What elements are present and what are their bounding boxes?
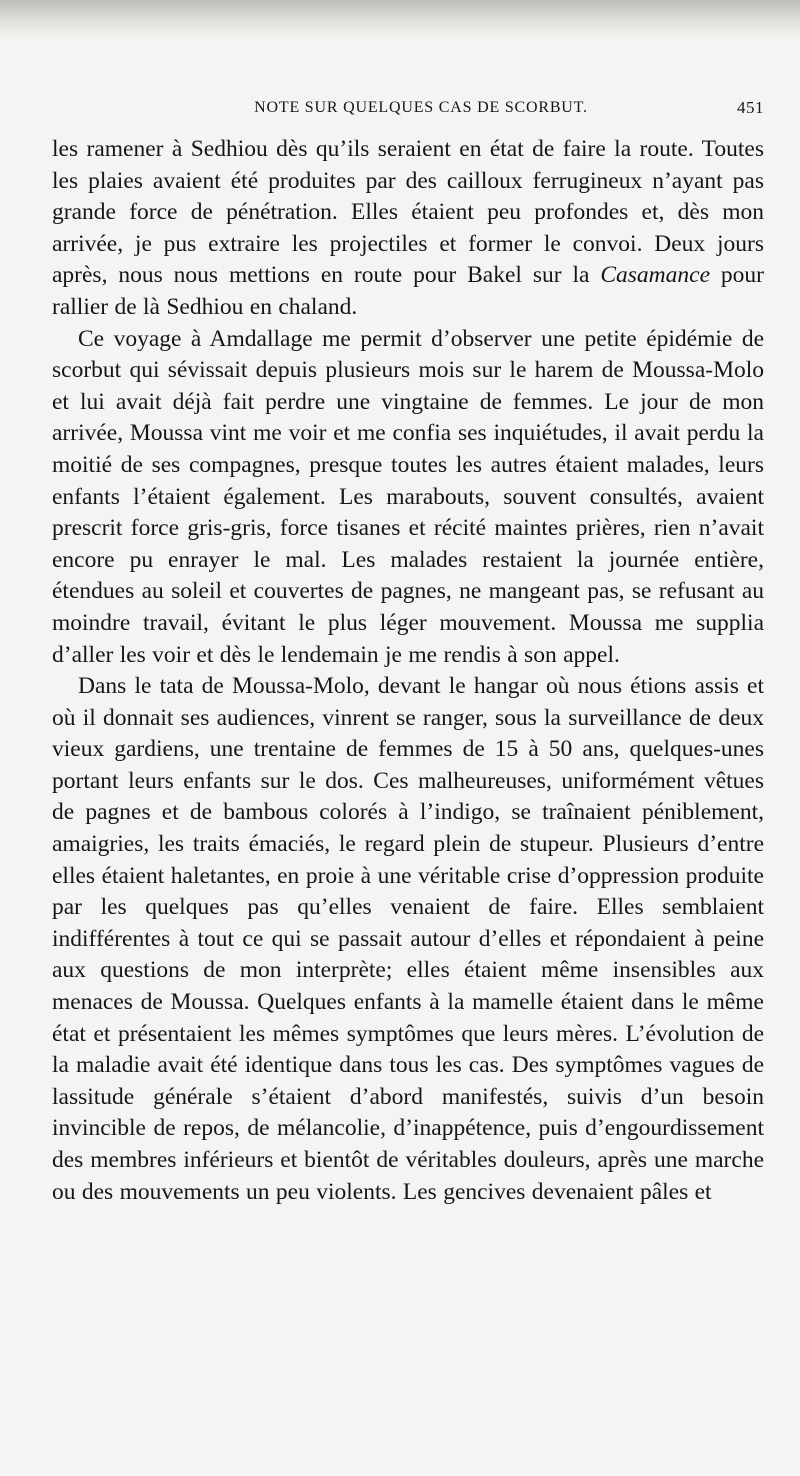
paragraph-tata: Dans le tata de Moussa-Molo, devant le hangar où nous étions assis et où il donnait ses audiences, vinrent se ranger, sous la surveillance de deux vieux gardiens, une trentaine de femmes de 15 à 50 ans, quelques-unes portant leurs enfants sur le dos. Ces malheureuses, uniformément vêtues de pagnes et de bambous colorés à l’indigo, se traînaient péniblement, amaigries, les traits émaciés, le regard plein de stupeur. Plusieurs d’entre elles étaient haletantes, en proie à une véritable crise d’oppression produite par les quelques pas qu’elles venaient de faire. Elles semblaient indifférentes à tout ce qui se passait autour d’elles et répondaient à peine aux questions de mon interprète; elles étaient même insensibles aux menaces de Moussa. Quelques enfants à la mamelle étaient dans le même état et présentaient les mêmes symptômes que leurs mères. L’évolution de la maladie avait été identique dans tous les cas. Des symptômes vagues de lassitude générale s’étaient d’abord manifestés, suivis d’un besoin invincible de repos, de mélancolie, d’inappétence, puis d’engourdissement des membres inférieurs et bientôt de véritables douleurs, après une marche ou des mouvements un peu violents. Les gencives devenaient pâles et <box>52 673 764 1205</box>
paragraph-text: pour rallier de là Sedhiou en chaland. <box>52 262 765 320</box>
book-page <box>52 98 764 1208</box>
running-head <box>52 98 764 134</box>
body-text <box>52 134 764 1208</box>
running-title: NOTE SUR QUELQUES CAS DE SCORBUT. <box>254 99 588 116</box>
page-top-edge <box>0 0 800 40</box>
river-name-italic: Casamance <box>600 262 711 289</box>
paragraph-continuation <box>52 134 764 324</box>
paragraph-epidemic: Ce voyage à Amdallage me permit d’observer une petite épidémie de scorbut qui sévissait depuis plusieurs mois sur le harem de Moussa-Molo et lui avait déjà fait perdre une vingtaine de femmes. Le jour de mon arrivée, Moussa vint me voir et me confia ses inquiétudes, il avait perdu la moitié de ses compagnes, presque toutes les autres étaient malades, leurs enfants l’étaient également. Les marabouts, souvent consultés, avaient prescrit force gris-gris, force tisanes et récité maintes prières, rien n’avait encore pu enrayer le mal. Les malades restaient la journée entière, étendues au soleil et couvertes de pagnes, ne mangeant pas, se refusant au moindre travail, évitant le plus léger mouvement. Moussa me supplia d’aller les voir et dès le lendemain je me rendis à son appel. <box>52 325 764 668</box>
paragraph-text: les ramener à Sedhiou dès qu’ils seraient en état de faire la route. Toutes les plaies avaient été produites par des cailloux ferrugineux n’ayant pas grande force de pénétration. Elles étaient peu profondes et, dès mon arrivée, je pus extraire les projectiles et former le convoi. Deux jours après, nous nous mettions en route pour Bakel sur la <box>52 136 764 289</box>
page-number: 451 <box>737 98 764 117</box>
